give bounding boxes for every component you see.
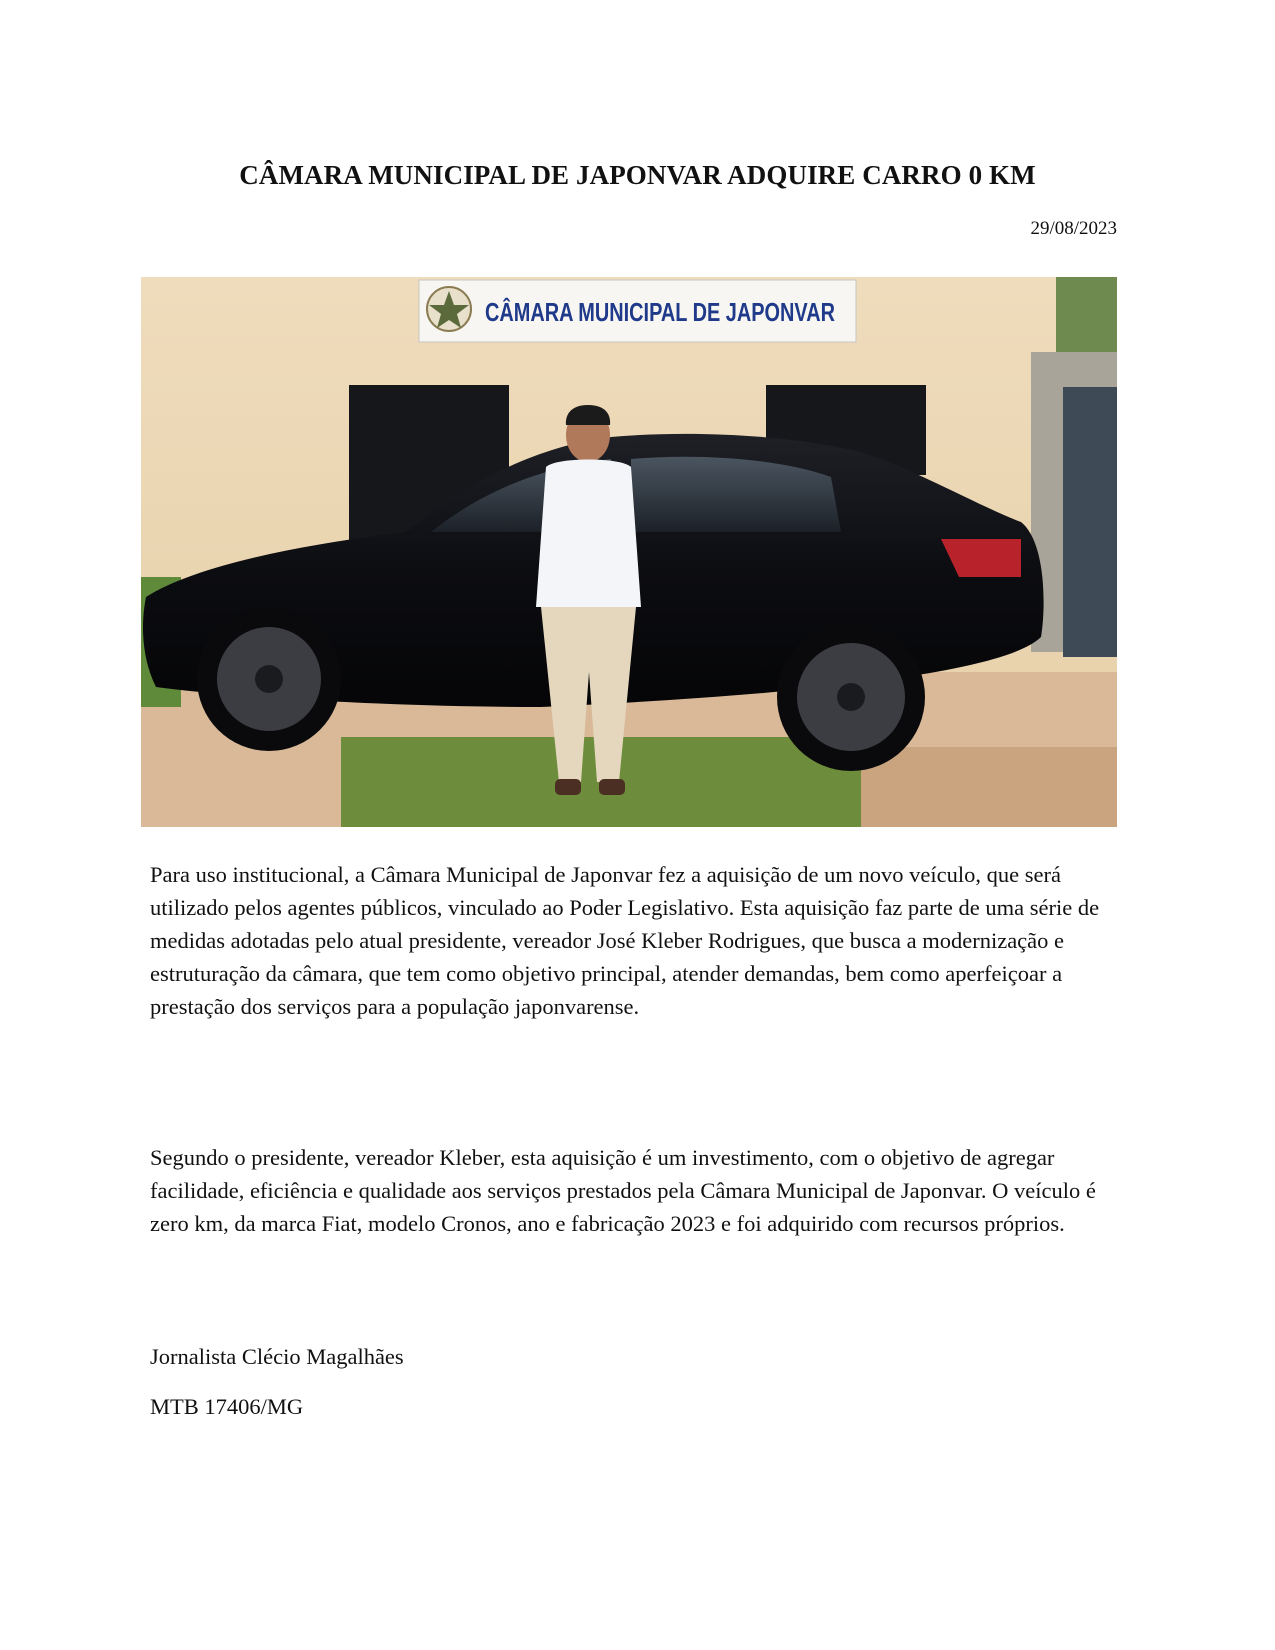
coat-of-arms-logo [427, 287, 471, 331]
article-date: 29/08/2023 [1030, 218, 1117, 239]
article-paragraph: Segundo o presidente, vereador Kleber, esta aquisição é um investimento, com o objetivo de agregar facilidade, eficiência e qualidade aos serviços prestados pela Câmara Municipal de Japonvar. O veículo é zero km, da marca Fiat, modelo Cronos, ano e fabricação 2023 e foi adquirido com recursos próprios. [150, 1145, 1096, 1236]
author-registration: MTB 17406/MG [150, 1394, 304, 1419]
article-photo [141, 277, 1117, 827]
author-name: Jornalista Clécio Magalhães [150, 1344, 404, 1369]
article-title: CÂMARA MUNICIPAL DE JAPONVAR ADQUIRE CARRO 0 KM [239, 160, 1036, 190]
sign-text: CÂMARA MUNICIPAL DE JAPONVAR [485, 297, 836, 327]
article-paragraph: Para uso institucional, a Câmara Municipal de Japonvar fez a aquisição de um novo veículo, que será utilizado pelos agentes públicos, vinculado ao Poder Legislativo. Esta aquisição faz parte de uma série de medidas adotadas pelo atual presidente, vereador José Kleber Rodrigues, que busca a modernização e estruturação da câmara, que tem como objetivo principal, atender demandas, bem como aperfeiçoar a prestação dos serviços para a população japonvarense. [150, 862, 1100, 1019]
